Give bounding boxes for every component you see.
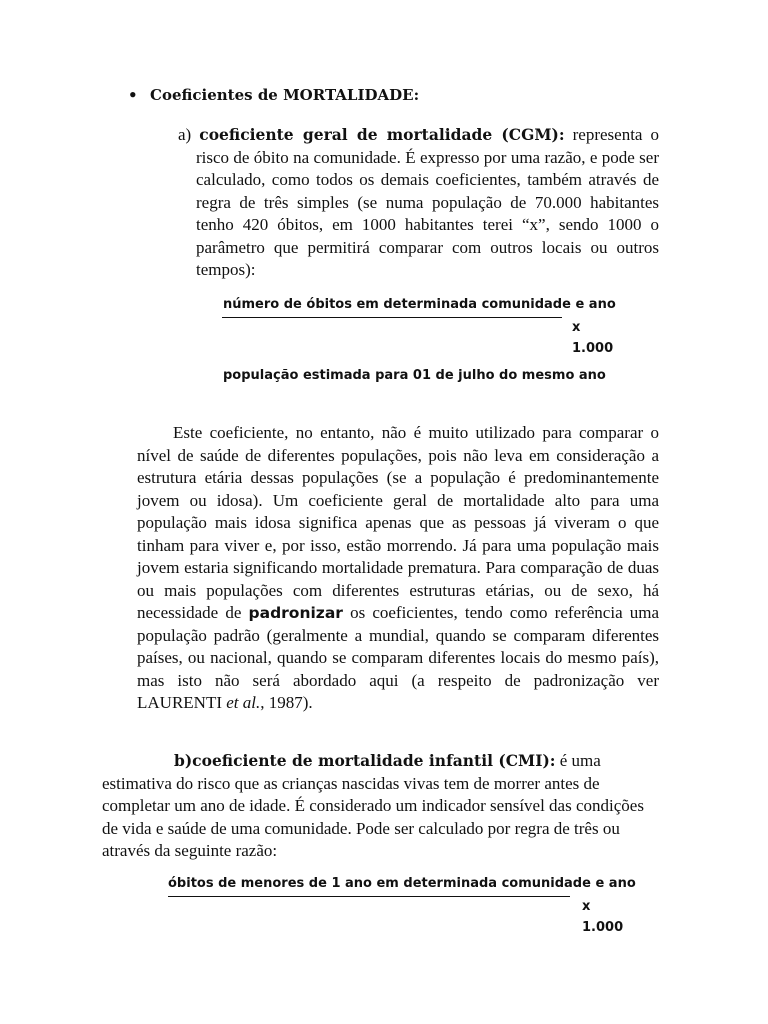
heading-text: Coeficientes de MORTALIDADE:	[150, 86, 420, 104]
item-b	[102, 750, 652, 863]
bullet-icon: •	[128, 86, 138, 104]
formula-cmi-numerator: óbitos de menores de 1 ano em determinada comunidade e ano	[168, 876, 636, 891]
paragraph1-text: Este coeficiente, no entanto, não é muito utilizado para comparar o nível de saúde de diferentes populações, pois não leva em consideração a estrutura etária dessas populações (se a população é predominantemente jovem ou idosa). Um coeficiente geral de mortalidade alto para uma população mais idosa significa apenas que as pessoas já viveram o que tinham para viver e, por isso, estão morrendo. Já para uma população mais jovem estaria significando mortalidade prematura. Para comparação de duas ou mais populações com diferentes estruturas etárias, ou de sexo, há necessidade de	[137, 423, 659, 622]
section-heading	[128, 86, 419, 104]
formula-cgm-constant: 1.000	[572, 341, 614, 356]
formula-cgm-fraction-bar	[222, 317, 562, 318]
item-a-term: coeficiente geral de mortalidade (CGM):	[199, 125, 565, 144]
formula-cgm-multiplier: x	[572, 320, 581, 335]
paragraph-cgm-limitations	[137, 422, 659, 715]
formula-cmi-constant: 1.000	[582, 920, 624, 935]
paragraph1-text-continued: os coeficientes, tendo como referência uma população padrão (geralmente a mundial, quando se comparam diferentes países, ou nacional, quando se comparam diferentes locais do mesmo país), mas isto não será abordado aqui (a respeito de padronização ver LAURENTI	[137, 603, 660, 712]
formula-cmi-fraction-bar	[168, 896, 570, 897]
formula-cgm-numerator: número de óbitos em determinada comunidade e ano	[223, 297, 616, 312]
paragraph1-italic: et al.	[226, 693, 261, 712]
formula-cgm-denominator: população estimada para 01 de julho do mesmo ano	[223, 368, 606, 383]
paragraph1-end: , 1987).	[260, 693, 313, 712]
item-a-marker: a)	[178, 125, 192, 144]
item-a	[178, 124, 659, 282]
item-b-text: é uma estimativa do risco que as crianças nascidas vivas tem de morrer antes de completar um ano de idade. É considerado um indicador sensível das condições de vida e saúde de uma comunidade. Pode ser calculado por regra de três ou através da seguinte razão:	[102, 751, 644, 860]
item-a-text: representa o risco de óbito na comunidade. É expresso por uma razão, e pode ser calculado, como todos os demais coeficientes, também através de regra de três simples (se numa população de 70.000 habitantes tenho 420 óbitos, em 1000 habitantes terei “x”, sendo 1000 o parâmetro que permitirá comparar com outros locais ou outros tempos):	[196, 125, 660, 279]
paragraph1-bold-term: padronizar	[248, 604, 343, 622]
item-b-term: b)coeficiente de mortalidade infantil (CMI):	[174, 751, 556, 770]
formula-cmi-multiplier: x	[582, 899, 591, 914]
